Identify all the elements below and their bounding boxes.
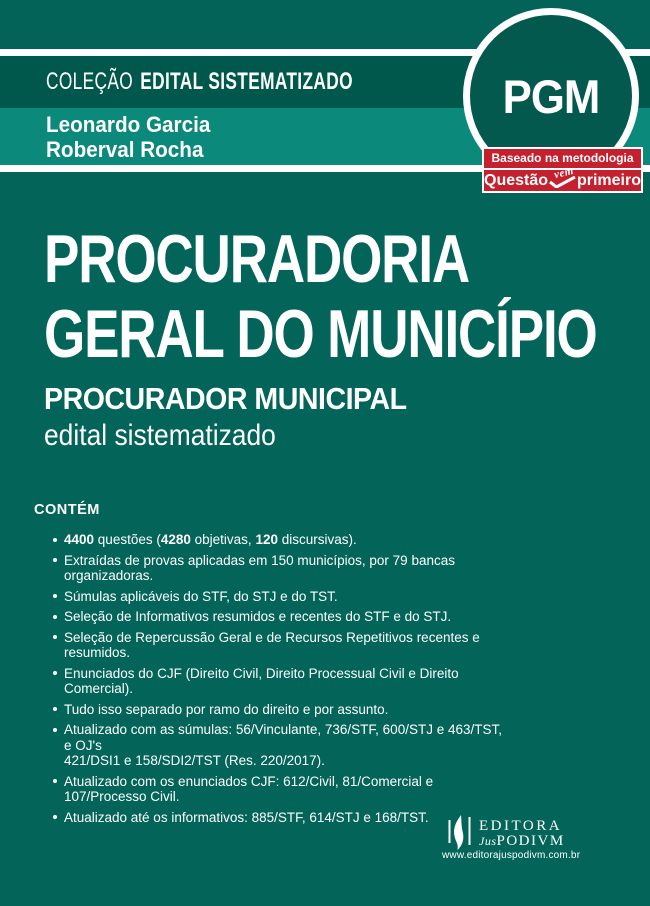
list-item: Tudo isso separado por ramo do direito e por assunto. [34,702,512,718]
book-title [44,222,650,372]
methodology-badge [482,147,643,193]
quill-icon [448,815,471,851]
bullet-icon [53,635,57,639]
subtitle-secondary: edital sistematizado [44,419,276,452]
bullet-icon [53,779,57,783]
brand-vem: vem [552,164,576,181]
title-line-2: GERAL DO MUNICÍPIO [44,296,597,372]
pgm-label: PGM [502,69,600,123]
bullet-icon [53,728,57,732]
subtitle-primary: PROCURADOR MUNICIPAL [44,381,407,416]
list-item: Súmulas aplicáveis do STF, do STJ e do TST. [34,589,512,605]
publisher-name-juspodivm [479,834,565,848]
list-item: Enunciados do CJF (Direito Civil, Direito Processual Civil e Direito Comercial). [34,666,512,697]
brand-primeiro: primeiro [576,171,641,189]
list-item: Atualizado com as súmulas: 56/Vinculante, 736/STF, 600/STJ e 463/TST, e OJ's 421/DSI1 e 158/SDI2/TST (Res. 220/2017). [34,722,512,769]
bullet-icon [53,615,57,619]
bullet-icon [53,707,57,711]
publisher-website: www.editorajuspodivm.com.br [442,850,581,861]
list-item: Seleção de Informativos resumidos e recentes do STF e do STJ. [34,609,512,625]
publisher-name-editora: EDITORA [479,818,563,834]
brand-swoosh [549,164,576,189]
list-item: Atualizado até os informativos: 885/STF, 614/STJ e 168/TST. [34,810,512,826]
author-name: Leonardo Garcia [46,111,211,137]
list-item: Seleção de Repercussão Geral e de Recursos Repetitivos recentes e resumidos. [34,630,512,661]
brand-questao: Questão [484,171,549,189]
collection-label [46,68,353,96]
methodology-line1: Baseado na metodologia [484,149,641,170]
bullet-icon [53,538,57,542]
title-line-1: PROCURADORIA [44,221,470,297]
bullet-icon [53,558,57,562]
methodology-brand [484,164,641,191]
contents-list [34,532,512,825]
publisher-jus: Jus [479,834,497,848]
list-item: Atualizado com os enunciados CJF: 612/Civil, 81/Comercial e 107/Processo Civil. [34,774,512,805]
publisher-podivm: PODIVM [496,833,565,849]
collection-label-light: COLEÇÃO [46,68,134,95]
publisher-name [479,815,565,848]
list-item: 4400 questões (4280 objetivas, 120 discursivas). [34,532,512,548]
bullet-icon [53,815,57,819]
list-item: Extraídas de provas aplicadas em 150 municípios, por 79 bancas organizadoras. [34,553,512,584]
bullet-icon [53,594,57,598]
publisher-logo [448,815,565,851]
collection-label-bold: EDITAL SISTEMATIZADO [140,68,353,95]
author-names [46,112,210,162]
bullet-icon [53,671,57,675]
contents-heading: CONTÉM [34,502,100,518]
contents-section [34,502,512,830]
author-name: Roberval Rocha [46,136,204,162]
